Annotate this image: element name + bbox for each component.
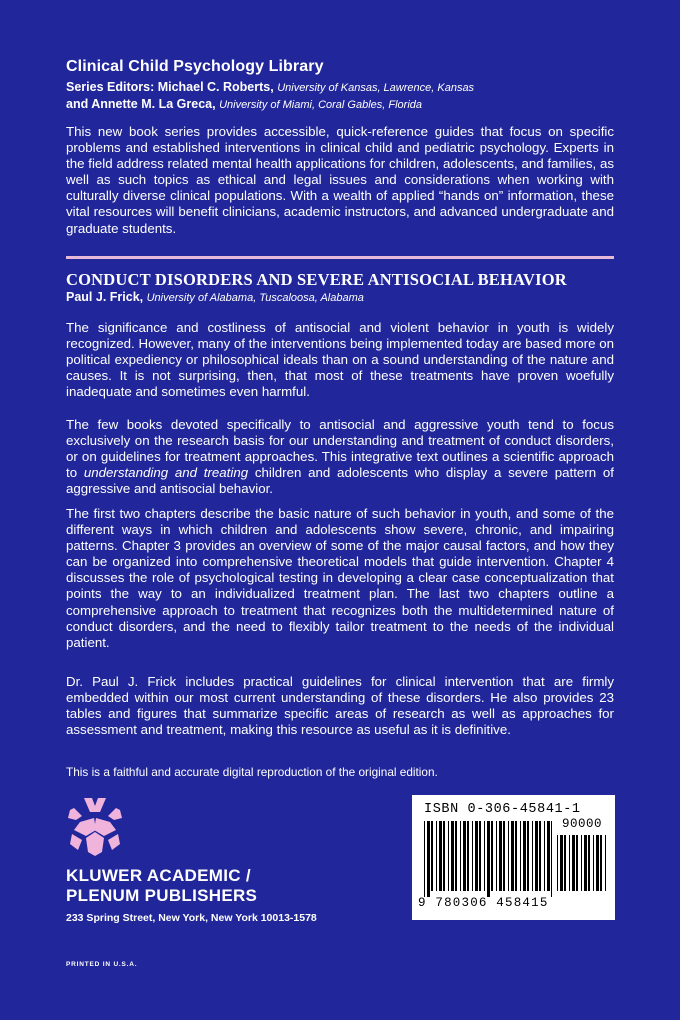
- description-paragraph-4: Dr. Paul J. Frick includes practical guidelines for clinical intervention that are firmly embedded within our most current understanding of these disorders. He also provides 23 tables and figures that summarize specific areas of research as well as approaches for assessment and treatment, making this resource as useful as it is definitive.: [66, 674, 614, 738]
- book-title: CONDUCT DISORDERS AND SEVERE ANTISOCIAL BEHAVIOR: [66, 270, 567, 289]
- series-editor-2: and Annette M. La Greca,: [66, 97, 216, 111]
- description-paragraph-1: The significance and costliness of antisocial and violent behavior in youth is widely recognized. However, many of the interventions being implemented today are based more on political expediency or philosophical ideals than on a sound understanding of the nature and causes. It is not surprising, then, that most of these treatments have proven woefully inadequate and sometimes even harmful.: [66, 320, 614, 400]
- paragraph-2-emphasis: understanding and treating: [83, 465, 249, 481]
- series-editor-line-1: [66, 80, 474, 94]
- kluwer-flower-logo-icon: [66, 796, 124, 858]
- author-name: Paul J. Frick,: [66, 290, 144, 304]
- author-affiliation: University of Alabama, Tuscaloosa, Alabama: [146, 292, 364, 304]
- publisher-name-line-1: KLUWER ACADEMIC /: [66, 866, 251, 885]
- publisher-name: [66, 866, 257, 906]
- paragraph-2-text-a: The few books devoted specifically to antisocial and aggressive youth tend to focus exclusively on the research basis for our understanding and treatment of conduct disorders, or on guidelines for treatment approaches. This integrative text outlines a scientific approach to: [66, 417, 614, 481]
- description-paragraph-2: [66, 417, 614, 497]
- author-line: [66, 290, 364, 304]
- publisher-name-line-2: PLENUM PUBLISHERS: [66, 886, 258, 905]
- series-title: Clinical Child Psychology Library: [66, 58, 324, 75]
- addon-barcode-bars: [557, 835, 607, 897]
- series-editor-1-affiliation: University of Kansas, Lawrence, Kansas: [277, 82, 475, 94]
- isbn-text: ISBN 0-306-45841-1: [424, 802, 581, 817]
- series-editor-1: Series Editors: Michael C. Roberts,: [66, 80, 274, 94]
- printed-in-note: PRINTED IN U.S.A.: [66, 961, 138, 968]
- series-description: This new book series provides accessible, quick-reference guides that focus on specific problems and established interventions in clinical child and pediatric psychology. Experts in the field address related mental health applications for children, adolescents, and families, as well as such topics as ethical and legal issues and considerations when working with culturally diverse clinical populations. With a wealth of applied “hands on” information, these vital resources will benefit clinicians, academic instructors, and advanced undergraduate and graduate students.: [66, 124, 614, 236]
- series-editor-line-2: [66, 97, 422, 111]
- ean-digits: 9 780306 458415: [418, 896, 549, 910]
- isbn-barcode: [412, 795, 615, 920]
- reproduction-note: This is a faithful and accurate digital reproduction of the original edition.: [66, 765, 438, 779]
- series-editor-2-affiliation: University of Miami, Coral Gables, Florida: [219, 99, 423, 111]
- ean-barcode-bars: [424, 821, 552, 897]
- paragraph-2-text-b: children and adolescents who display a severe pattern of aggressive and antisocial behavior.: [66, 465, 614, 497]
- description-paragraph-3: The first two chapters describe the basic nature of such behavior in youth, and some of the different ways in which children and adolescents show severe, chronic, and impairing patterns. Chapter 3 provides an overview of some of the major causal factors, and how they can be organized into comprehensive theoretical models that guide intervention. Chapter 4 discusses the role of psychological testing in developing a clear case conceptualization that points the way to an individualized treatment plan. The last two chapters outline a comprehensive approach to treatment that recognizes both the multidetermined nature of conduct disorders, and the need to flexibly tailor treatment to the needs of the individual patient.: [66, 506, 614, 650]
- section-divider: [66, 256, 614, 259]
- publisher-address: 233 Spring Street, New York, New York 10013-1578: [66, 912, 317, 924]
- addon-digits: 90000: [561, 817, 602, 831]
